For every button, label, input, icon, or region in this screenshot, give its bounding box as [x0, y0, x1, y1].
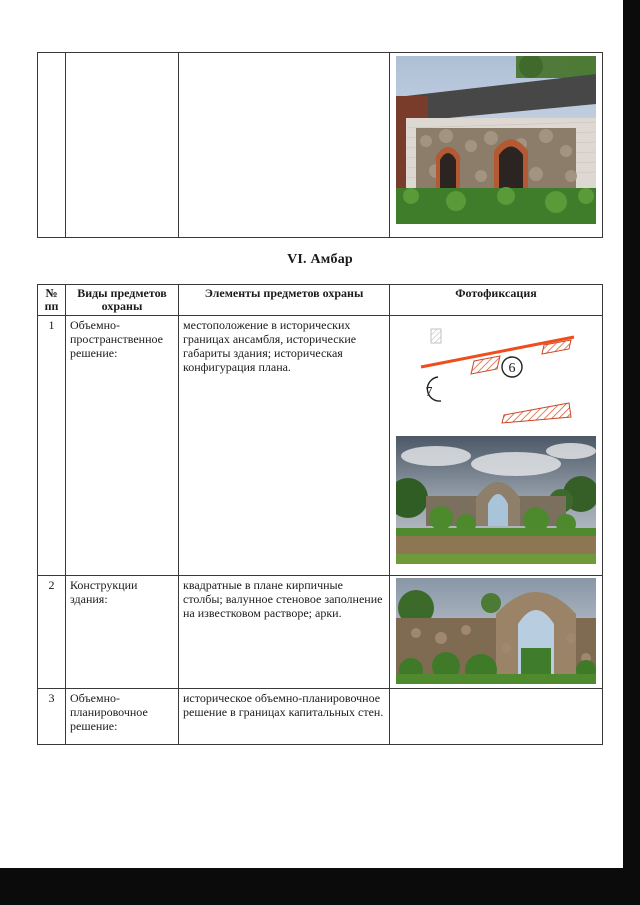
scan-edge-bottom	[0, 868, 640, 905]
row-photo-cell	[390, 689, 603, 745]
row-elements: квадратные в плане кирпичные столбы; валунное стеновое заполнение на известковом растворе; арки.	[179, 576, 390, 689]
photo-ruins-general-view	[396, 436, 596, 564]
plan-label-7: 7	[425, 385, 433, 400]
prev-type-cell	[66, 53, 179, 238]
row-num: 1	[38, 316, 66, 576]
previous-section-table	[37, 52, 603, 238]
site-plan-fragment	[396, 319, 596, 427]
photo-warehouse-facade	[396, 56, 596, 224]
row-type: Объемно-планировочное решение:	[66, 689, 179, 745]
prev-num-cell	[38, 53, 66, 238]
scan-edge-right	[623, 0, 640, 905]
header-type: Виды предметов охраны	[66, 285, 179, 316]
table-header-row	[38, 285, 603, 316]
prev-photo-cell	[390, 53, 603, 238]
plan-label-6: 6	[508, 361, 516, 376]
prev-elements-cell	[179, 53, 390, 238]
header-elements: Элементы предметов охраны	[179, 285, 390, 316]
table-row	[38, 316, 603, 576]
table-row	[38, 576, 603, 689]
row-elements: историческое объемно-планировочное решение в границах капитальных стен.	[179, 689, 390, 745]
protection-items-table	[37, 284, 603, 745]
row-num: 2	[38, 576, 66, 689]
header-num: № пп	[38, 285, 66, 316]
row-photo-cell	[390, 316, 603, 576]
table-row	[38, 689, 603, 745]
row-num: 3	[38, 689, 66, 745]
header-photo: Фотофиксация	[390, 285, 603, 316]
photo-ruins-arch	[396, 578, 596, 684]
section-title: VI. Амбар	[287, 252, 353, 267]
row-photo-cell	[390, 576, 603, 689]
row-type: Конструкции здания:	[66, 576, 179, 689]
row-elements: местоположение в исторических границах ансамбля, исторические габариты здания; историческая конфигурация плана.	[179, 316, 390, 576]
row-type: Объемно-пространственное решение:	[66, 316, 179, 576]
